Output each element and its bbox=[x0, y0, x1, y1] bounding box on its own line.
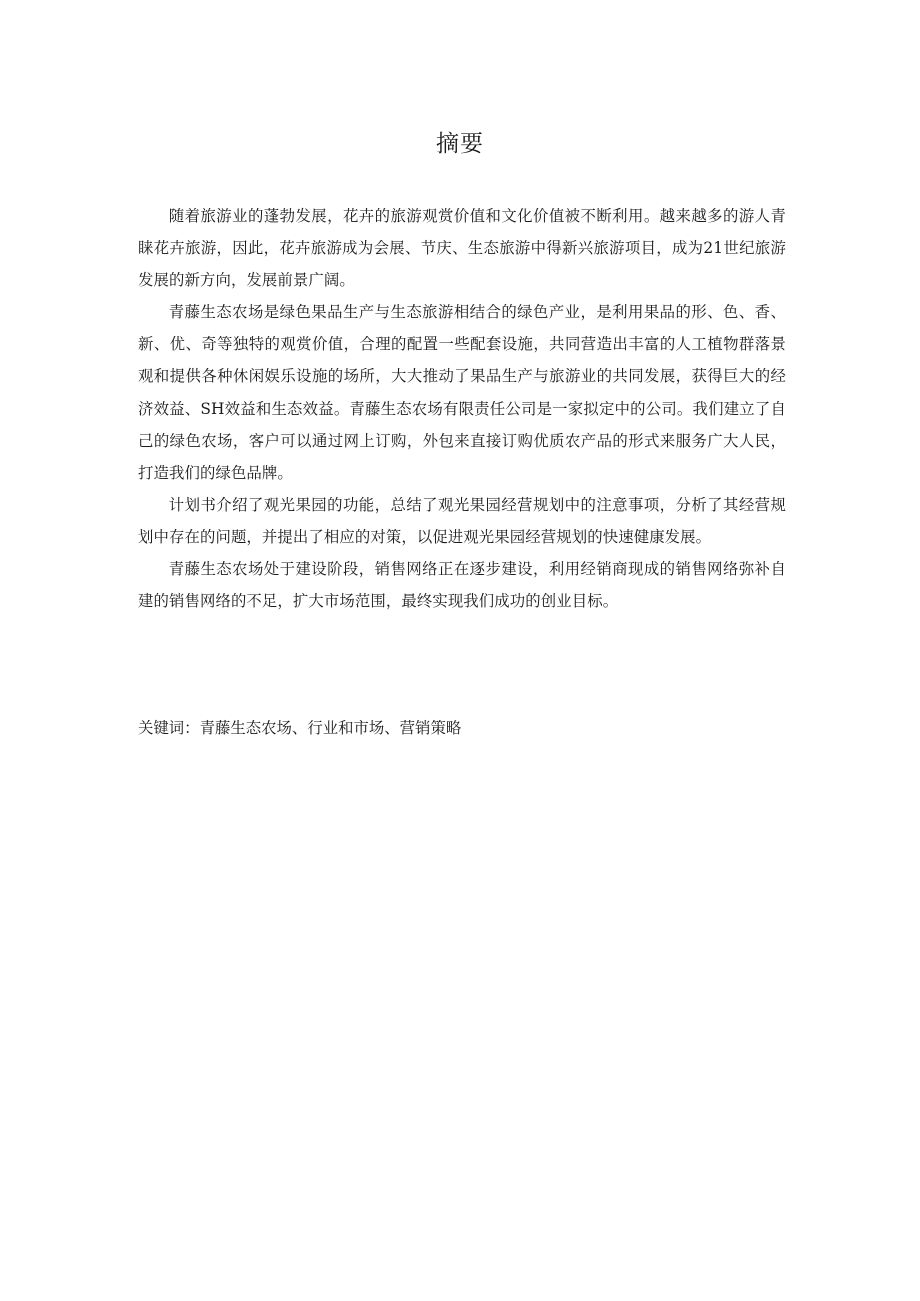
keywords-value: 青藤生态农场、行业和市场、营销策略 bbox=[199, 719, 462, 737]
keywords-line bbox=[138, 712, 786, 744]
abstract-body bbox=[138, 200, 786, 617]
paragraph-4: 青藤生态农场处于建设阶段，销售网络正在逐步建设，利用经销商现成的销售网络弥补自建的销售网络的不足，扩大市场范围，最终实现我们成功的创业目标。 bbox=[138, 560, 786, 611]
paragraph-3: 计划书介绍了观光果园的功能，总结了观光果园经营规划中的注意事项，分析了其经营规划中存在的问题，并提出了相应的对策，以促进观光果园经营规划的快速健康发展。 bbox=[138, 495, 786, 546]
keywords-label: 关键词： bbox=[138, 719, 200, 737]
paragraph-1: 随着旅游业的蓬勃发展，花卉的旅游观赏价值和文化价值被不断利用。越来越多的游人青睐花卉旅游，因此，花卉旅游成为会展、节庆、生态旅游中得新兴旅游项目，成为21世纪旅游发展的新方向，发展前景广阔。 bbox=[138, 207, 786, 290]
page-title: 摘要 bbox=[436, 131, 484, 157]
paragraph-2: 青藤生态农场是绿色果品生产与生态旅游相结合的绿色产业，是利用果品的形、色、香、新、优、奇等独特的观赏价值，合理的配置一些配套设施，共同营造出丰富的人工植物群落景观和提供各种休闲娱乐设施的场所，大大推动了果品生产与旅游业的共同发展，获得巨大的经济效益、SH效益和生态效益。青藤生态农场有限责任公司是一家拟定中的公司。我们建立了自己的绿色农场，客户可以通过网上订购，外包来直接订购优质农产品的形式来服务广大人民，打造我们的绿色品牌。 bbox=[138, 303, 786, 482]
